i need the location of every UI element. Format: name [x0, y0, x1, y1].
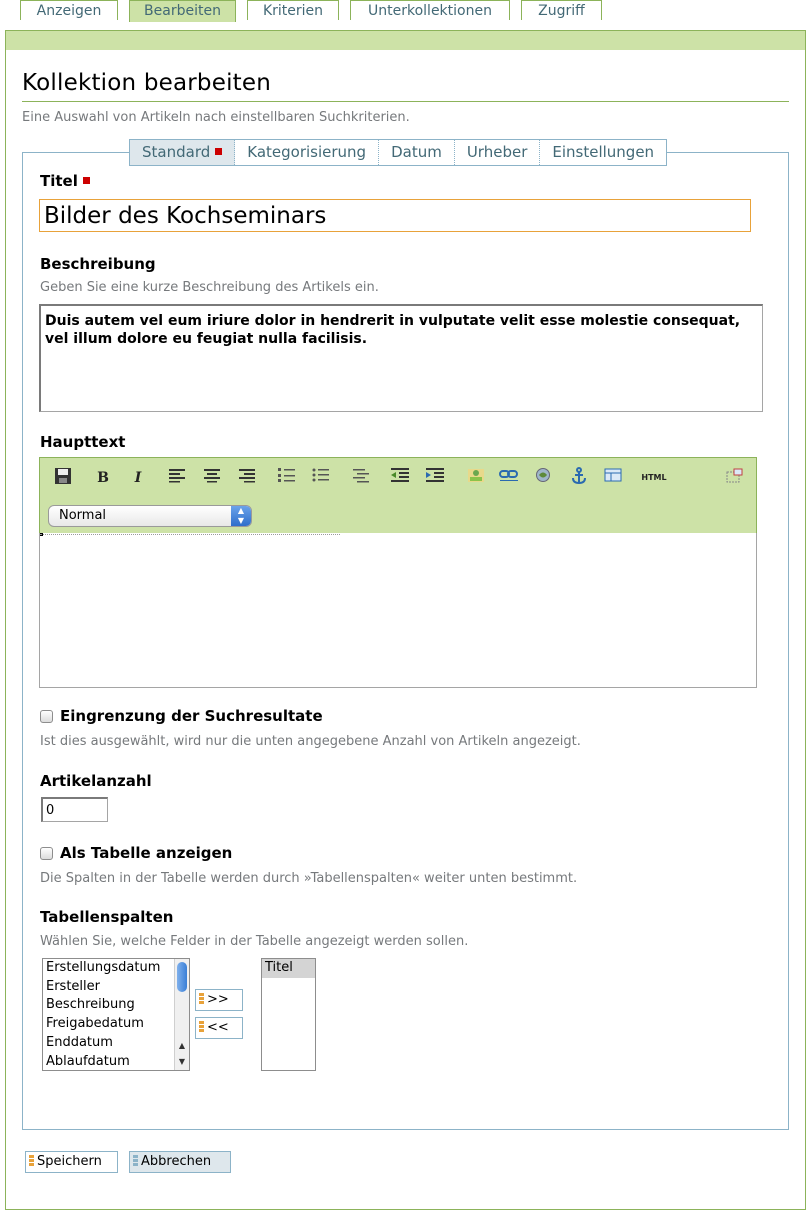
subtab-standard-label: Standard: [142, 143, 211, 161]
remove-column-label: <<: [207, 1020, 229, 1035]
subtab-urheber[interactable]: Urheber: [455, 140, 541, 165]
add-column-button[interactable]: [195, 989, 243, 1011]
button-marker-icon: [133, 1155, 138, 1166]
tab-bearbeiten[interactable]: Bearbeiten: [129, 0, 236, 22]
bold-icon[interactable]: B: [97, 470, 109, 486]
subtab-standard[interactable]: [130, 140, 235, 165]
list-item[interactable]: Titel: [262, 959, 315, 978]
align-center-icon[interactable]: [201, 467, 223, 489]
format-select[interactable]: [48, 505, 252, 527]
image-icon[interactable]: [465, 467, 487, 489]
outdent-icon[interactable]: [390, 467, 412, 489]
external-link-icon[interactable]: [532, 467, 554, 489]
limit-results-checkbox[interactable]: [40, 710, 53, 723]
tab-unterkollektionen[interactable]: Unterkollektionen: [350, 0, 510, 20]
definition-list-icon[interactable]: [350, 467, 372, 489]
required-icon: [83, 177, 90, 184]
title-label-text: Titel: [40, 172, 78, 190]
scrollbar-thumb[interactable]: [177, 962, 187, 992]
scroll-up-icon[interactable]: ▲: [178, 1041, 186, 1050]
sub-tabs: [129, 139, 667, 166]
list-item[interactable]: Freigabedatum: [46, 1016, 144, 1032]
list-item[interactable]: Ersteller: [46, 978, 100, 994]
selected-columns-list[interactable]: [261, 958, 316, 1071]
show-table-help: Die Spalten in der Tabelle werden durch »Tabellenspalten« weiter unten bestimmt.: [40, 871, 578, 886]
chevron-updown-icon: ▲ ▼: [231, 506, 251, 526]
button-marker-icon: [199, 1021, 204, 1032]
italic-icon[interactable]: I: [134, 470, 142, 486]
indent-icon[interactable]: [425, 467, 447, 489]
body-label: Haupttext: [40, 433, 126, 451]
subtab-datum[interactable]: Datum: [379, 140, 455, 165]
table-columns-help: Wählen Sie, welche Felder in der Tabelle angezeigt werden sollen.: [40, 934, 469, 949]
list-item[interactable]: Ablaufdatum: [46, 1053, 130, 1069]
scroll-down-icon[interactable]: ▼: [178, 1057, 186, 1066]
align-left-icon[interactable]: [167, 467, 189, 489]
table-columns-label: Tabellenspalten: [40, 908, 174, 926]
show-table-label: Als Tabelle anzeigen: [60, 844, 233, 862]
remove-column-button[interactable]: [195, 1017, 243, 1039]
cancel-button-label: Abbrechen: [141, 1154, 212, 1169]
show-table-checkbox[interactable]: [40, 847, 53, 860]
article-count-label: Artikelanzahl: [40, 772, 152, 790]
list-item[interactable]: Beschreibung: [46, 997, 135, 1013]
anchor-icon[interactable]: [568, 467, 590, 489]
title-input[interactable]: [39, 199, 751, 232]
list-item[interactable]: Enddatum: [46, 1034, 113, 1050]
required-icon: [215, 148, 222, 155]
title-divider: [22, 101, 789, 102]
subtab-einstellungen[interactable]: Einstellungen: [552, 143, 655, 161]
description-textarea[interactable]: [39, 304, 763, 412]
format-select-value: Normal: [59, 508, 107, 523]
description-label: Beschreibung: [40, 255, 156, 273]
tab-anzeigen[interactable]: Anzeigen: [20, 0, 118, 20]
save-icon[interactable]: [53, 467, 73, 489]
editor-toolbar: [39, 457, 757, 534]
tab-zugriff[interactable]: Zugriff: [521, 0, 602, 20]
button-marker-icon: [199, 993, 204, 1004]
tab-kriterien[interactable]: Kriterien: [247, 0, 339, 20]
unordered-list-icon[interactable]: [310, 467, 332, 489]
add-column-label: >>: [207, 992, 229, 1007]
table-icon[interactable]: [602, 467, 624, 489]
available-columns-list[interactable]: [42, 958, 190, 1071]
fullscreen-icon[interactable]: [724, 467, 746, 489]
page-title: Kollektion bearbeiten: [22, 70, 272, 96]
save-button-label: Speichern: [37, 1154, 102, 1169]
description-help: Geben Sie eine kurze Beschreibung des Artikels ein.: [40, 280, 379, 295]
link-icon[interactable]: [498, 467, 520, 489]
subtab-kategorisierung[interactable]: Kategorisierung: [235, 140, 379, 165]
html-icon[interactable]: HTML: [641, 473, 667, 482]
cancel-button[interactable]: [129, 1151, 231, 1173]
list-scrollbar[interactable]: [174, 959, 189, 1070]
page-description: Eine Auswahl von Artikeln nach einstellbaren Suchkriterien.: [22, 110, 410, 125]
limit-results-label: Eingrenzung der Suchresultate: [60, 707, 323, 725]
limit-results-help: Ist dies ausgewählt, wird nur die unten angegebene Anzahl von Artikeln angezeigt.: [40, 734, 581, 749]
tab-bar: [5, 30, 806, 50]
ordered-list-icon[interactable]: [276, 467, 298, 489]
body-editor[interactable]: [39, 533, 757, 688]
button-marker-icon: [29, 1155, 34, 1166]
article-count-input[interactable]: [41, 797, 108, 822]
list-item[interactable]: Erstellungsdatum: [46, 960, 161, 975]
editor-guide-line: [40, 534, 340, 535]
align-right-icon[interactable]: [235, 467, 257, 489]
save-button[interactable]: [25, 1151, 118, 1173]
title-label: [40, 172, 90, 190]
